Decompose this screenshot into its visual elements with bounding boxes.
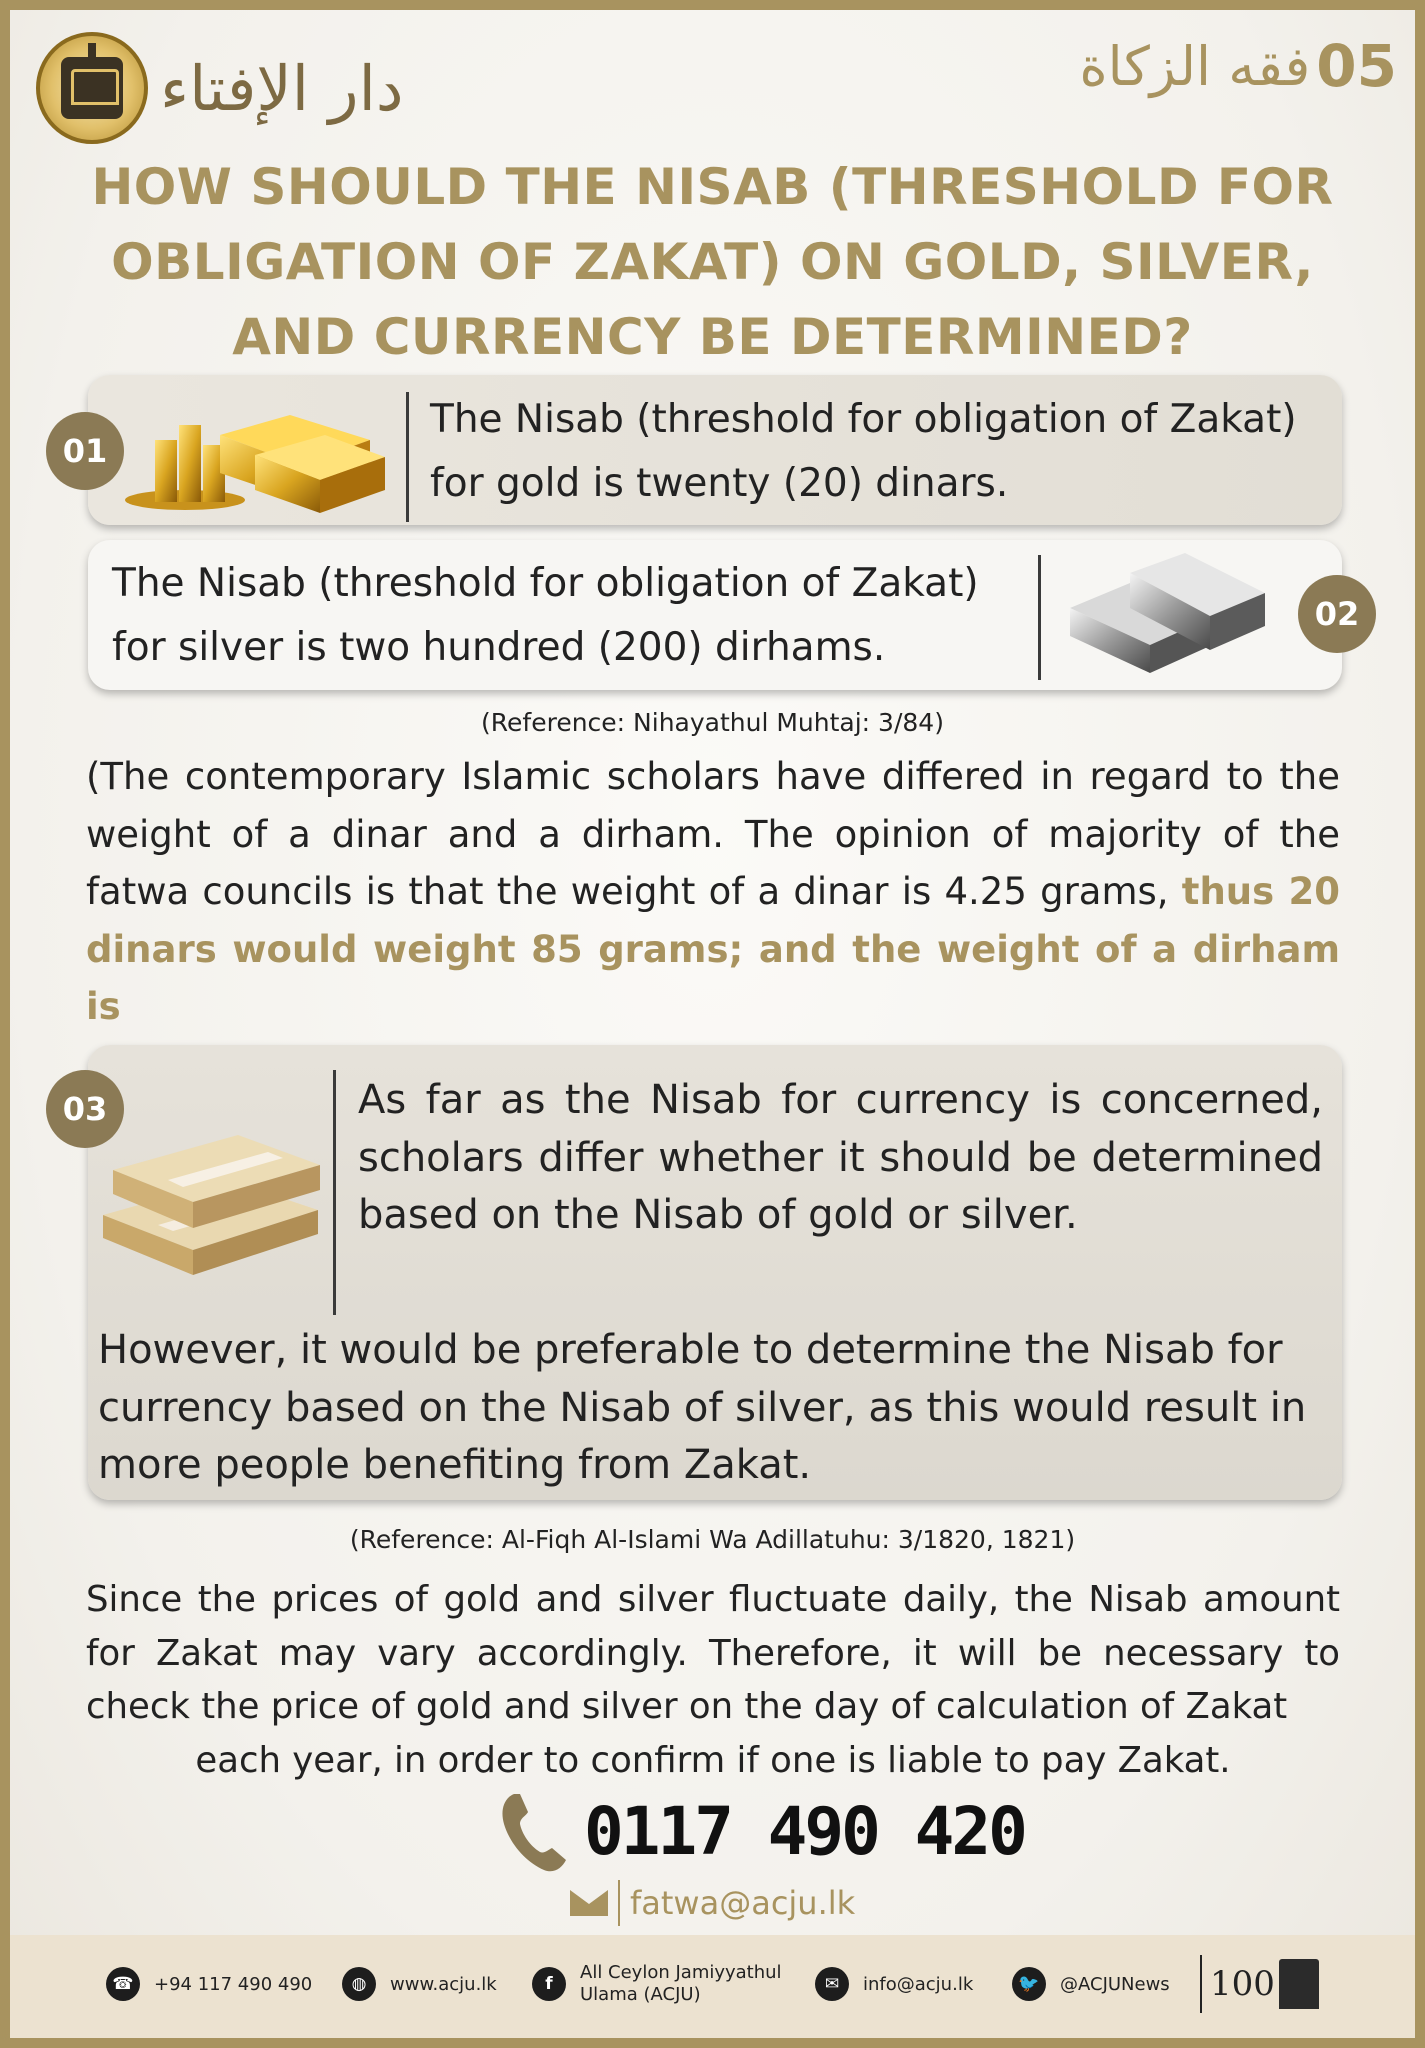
hotline[interactable]: [500, 1790, 1025, 1872]
point-3-text-a: As far as the Nisab for currency is concerned, scholars differ whether it should be determined based on the Nisab of gold or silver.: [358, 1077, 1323, 1238]
mail-icon: ✉: [815, 1967, 849, 2001]
footer-twitter-text: @ACJUNews: [1060, 1973, 1170, 1995]
gold-bars-icon: [115, 395, 395, 517]
mail-icon: [570, 1890, 608, 1916]
seal-icon: [36, 32, 148, 144]
weights-text: (The contemporary Islamic scholars have differed in regard to the weight of a dinar and a dirham. The opinion of majority of the fatwa councils is that the weight of a dinar is 4.25 grams,: [86, 755, 1340, 913]
point-1-text: The Nisab (threshold for obligation of Zakat) for gold is twenty (20) dinars.: [430, 397, 1297, 506]
footer-phone[interactable]: [106, 1967, 312, 2001]
closing-last-line: each year, in order to confirm if one is liable to pay Zakat.: [195, 1739, 1231, 1781]
footer-twitter[interactable]: [1012, 1967, 1170, 2001]
footer-facebook[interactable]: [532, 1962, 782, 2006]
closing-text: Since the prices of gold and silver fluctuate daily, the Nisab amount for Zakat may vary accordingly. Therefore, it will be necessary to check the price of gold and silver on the day of calculation of Zakat: [86, 1579, 1340, 1727]
series-number: 05: [1316, 32, 1397, 100]
footer-website[interactable]: [342, 1967, 497, 2001]
point-3-badge: 03: [46, 1070, 124, 1148]
brand-name: دار الإفتاء: [160, 51, 404, 125]
point-1-badge: 01: [46, 412, 124, 490]
fatwa-email-text: fatwa@acju.lk: [630, 1884, 856, 1922]
point-2-badge: 02: [1298, 575, 1376, 653]
footer-phone-text: +94 117 490 490: [154, 1973, 313, 1995]
building-icon: [1279, 1959, 1319, 2009]
series-title: فقه الزكاة: [1079, 34, 1311, 98]
point-1-divider: [406, 392, 409, 522]
point-2-divider: [1038, 555, 1041, 680]
reference-2: (Reference: Al-Fiqh Al-Islami Wa Adillatuhu: 3/1820, 1821): [349, 1525, 1076, 1554]
point-3-divider: [333, 1070, 336, 1315]
reference-1: (Reference: Nihayathul Muhtaj: 3/84): [481, 708, 944, 737]
centenary-logo: [1200, 1955, 1319, 2013]
footer-website-text: www.acju.lk: [390, 1973, 497, 1995]
series-label: [1079, 32, 1397, 100]
weights-paragraph: [86, 748, 1340, 1093]
point-2-text: The Nisab (threshold for obligation of Zakat) for silver is two hundred (200) dirhams.: [112, 561, 979, 670]
page-title: HOW SHOULD THE NISAB (THRESHOLD FOR OBLIGATION OF ZAKAT) ON GOLD, SILVER, AND CURRENCY BE DETERMINED?: [91, 158, 1334, 366]
globe-icon: ◍: [342, 1967, 376, 2001]
closing-paragraph: [86, 1573, 1340, 1787]
email-divider: [618, 1880, 620, 1926]
brand-logo: [36, 32, 403, 144]
hotline-number: 0117 490 420: [584, 1792, 1025, 1870]
facebook-icon: f: [532, 1967, 566, 2001]
footer-org-line2: Ulama (ACJU): [580, 1984, 701, 2005]
footer-email-text: info@acju.lk: [863, 1973, 974, 1995]
footer-org-line1: All Ceylon Jamiyyathul: [580, 1962, 782, 1983]
silver-bars-icon: [1060, 548, 1275, 683]
point-3-text-b: However, it would be preferable to determine the Nisab for currency based on the Nisab of silver, as this would result in more people benefiting from Zakat.: [98, 1327, 1307, 1488]
banknotes-icon: [98, 1130, 323, 1280]
centenary-number: 100: [1210, 1964, 1275, 2004]
fatwa-email[interactable]: [570, 1880, 855, 1926]
phone-icon: [500, 1790, 568, 1872]
centenary-divider: [1200, 1955, 1202, 2013]
twitter-icon: 🐦: [1012, 1967, 1046, 2001]
footer-org: [580, 1962, 782, 2006]
footer-email[interactable]: [815, 1967, 973, 2001]
weights-highlight-a: thus 20 dinars would weight 85 grams; and the weight of a dirham is: [86, 870, 1340, 1028]
phone-icon: ☎: [106, 1967, 140, 2001]
